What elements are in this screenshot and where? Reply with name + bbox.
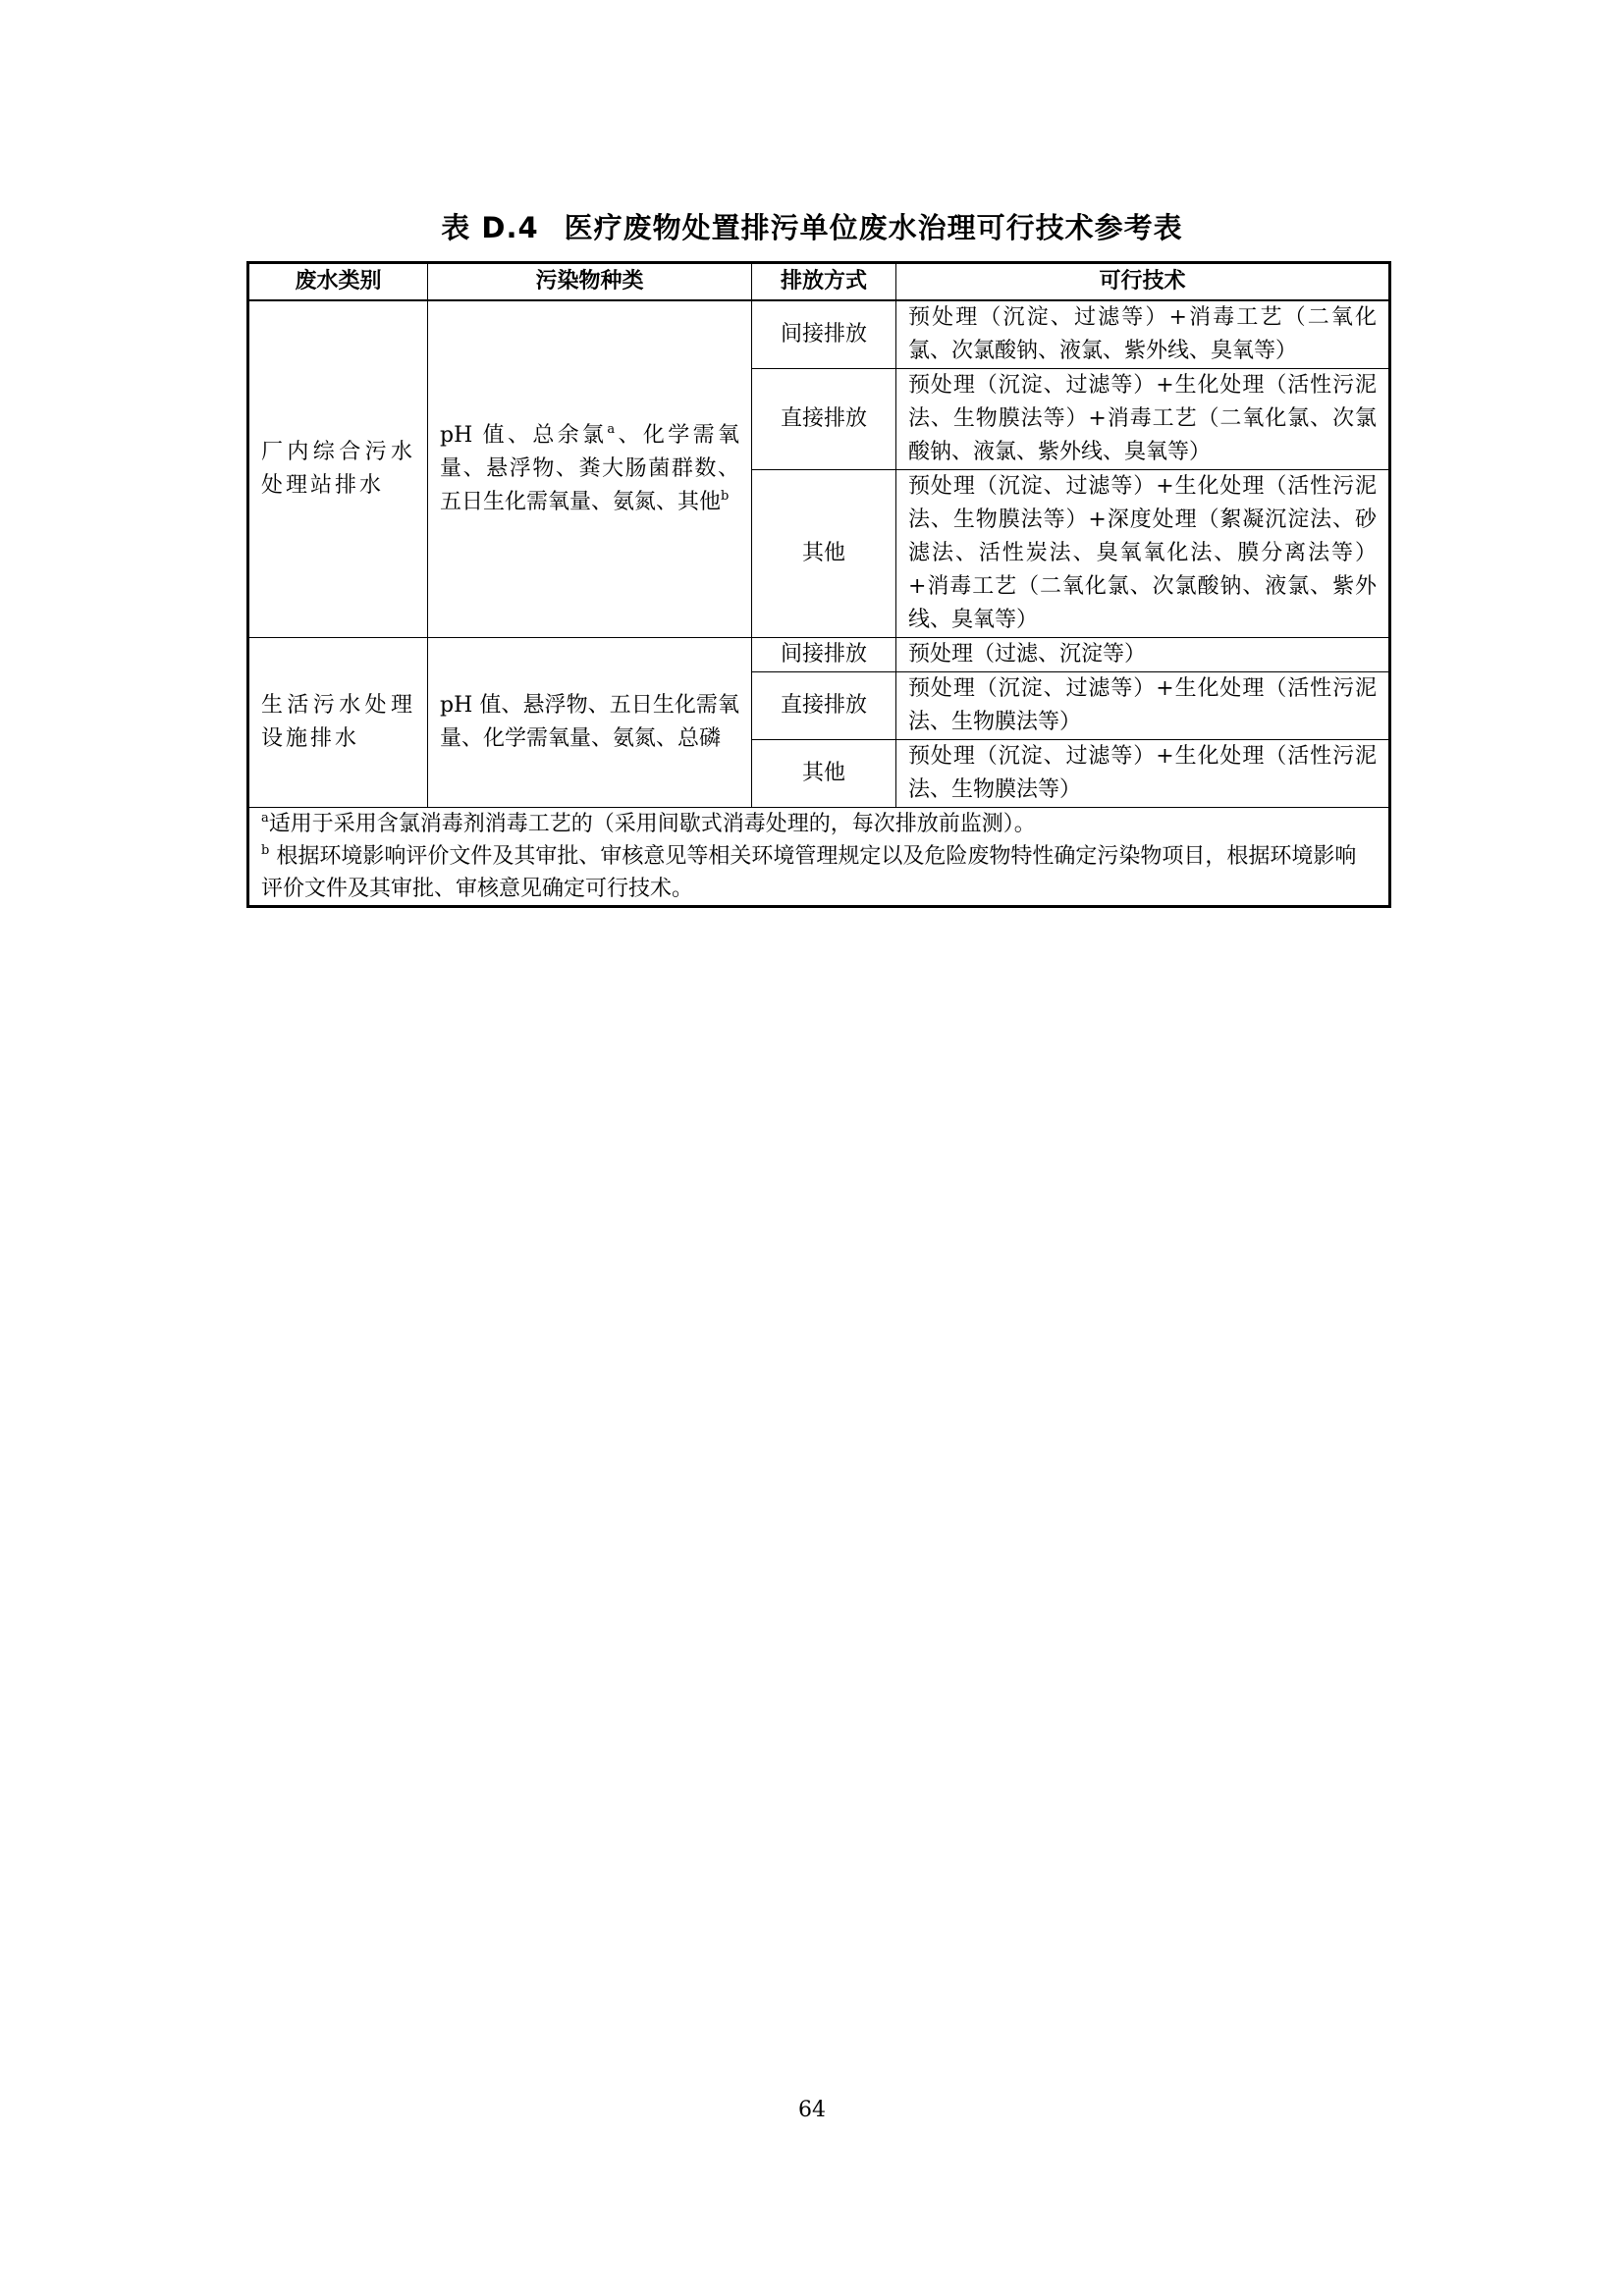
- technology-cell: 预处理（沉淀、过滤等）+生化处理（活性污泥法、生物膜法等）: [896, 672, 1390, 740]
- pollutants-cell: pH 值、悬浮物、五日生化需氧量、化学需氧量、氨氮、总磷: [428, 638, 752, 808]
- technology-cell: 预处理（沉淀、过滤等）+生化处理（活性污泥法、生物膜法等）: [896, 740, 1390, 808]
- header-pollutant-types: 污染物种类: [428, 263, 752, 301]
- technology-cell: 预处理（沉淀、过滤等）+生化处理（活性污泥法、生物膜法等）+深度处理（絮凝沉淀法、砂滤法、活性炭法、臭氧氧化法、膜分离法等）+消毒工艺（二氧化氯、次氯酸钠、液氯、紫外线、臭氧等）: [896, 470, 1390, 638]
- discharge-mode-cell: 直接排放: [752, 369, 896, 470]
- category-cell: 厂内综合污水处理站排水: [248, 300, 428, 638]
- table-caption-id: 表 D.4: [441, 211, 539, 244]
- table-row: [248, 638, 1390, 672]
- footnote-b-text: 根据环境影响评价文件及其审批、审核意见等相关环境管理规定以及危险废物特性确定污染物项目，根据环境影响评价文件及其审批、审核意见确定可行技术。: [261, 844, 1357, 901]
- discharge-mode-cell: 间接排放: [752, 638, 896, 672]
- footnote-a-marker: a: [261, 811, 269, 826]
- footnote-b-marker: b: [261, 843, 270, 858]
- table-notes: [248, 808, 1390, 907]
- header-feasible-technology: 可行技术: [896, 263, 1390, 301]
- table-notes-row: [248, 808, 1390, 907]
- header-discharge-mode: 排放方式: [752, 263, 896, 301]
- table-caption: [0, 206, 1624, 246]
- table-caption-title: 医疗废物处置排污单位废水治理可行技术参考表: [564, 211, 1183, 244]
- pollutants-cell: [428, 300, 752, 638]
- technology-cell: 预处理（沉淀、过滤等）+生化处理（活性污泥法、生物膜法等）+消毒工艺（二氧化氯、次氯酸钠、液氯、紫外线、臭氧等）: [896, 369, 1390, 470]
- footnote-marker-b: b: [721, 489, 730, 504]
- discharge-mode-cell: 直接排放: [752, 672, 896, 740]
- technology-cell: 预处理（沉淀、过滤等）+消毒工艺（二氧化氯、次氯酸钠、液氯、紫外线、臭氧等）: [896, 300, 1390, 369]
- pollutants-text-part1: pH 值、总余氯: [440, 423, 608, 448]
- discharge-mode-cell: 间接排放: [752, 300, 896, 369]
- category-cell: 生活污水处理设施排水: [248, 638, 428, 808]
- discharge-mode-cell: 其他: [752, 470, 896, 638]
- footnote-a: [261, 808, 1377, 840]
- footnote-marker-a: a: [607, 422, 616, 437]
- table-row: [248, 300, 1390, 369]
- table-header-row: [248, 263, 1390, 301]
- discharge-mode-cell: 其他: [752, 740, 896, 808]
- footnote-a-text: 适用于采用含氯消毒剂消毒工艺的（采用间歇式消毒处理的，每次排放前监测）。: [268, 812, 1036, 836]
- feasible-technology-table: [246, 261, 1391, 908]
- page-number: 64: [798, 2098, 826, 2122]
- footnote-b: [261, 840, 1377, 905]
- pollutants-text-part2: 、化学需氧量、悬浮物、粪大肠菌群数、五日生化需氧量、氨氮、其他: [440, 423, 739, 514]
- header-wastewater-category: 废水类别: [248, 263, 428, 301]
- technology-cell: 预处理（过滤、沉淀等）: [896, 638, 1390, 672]
